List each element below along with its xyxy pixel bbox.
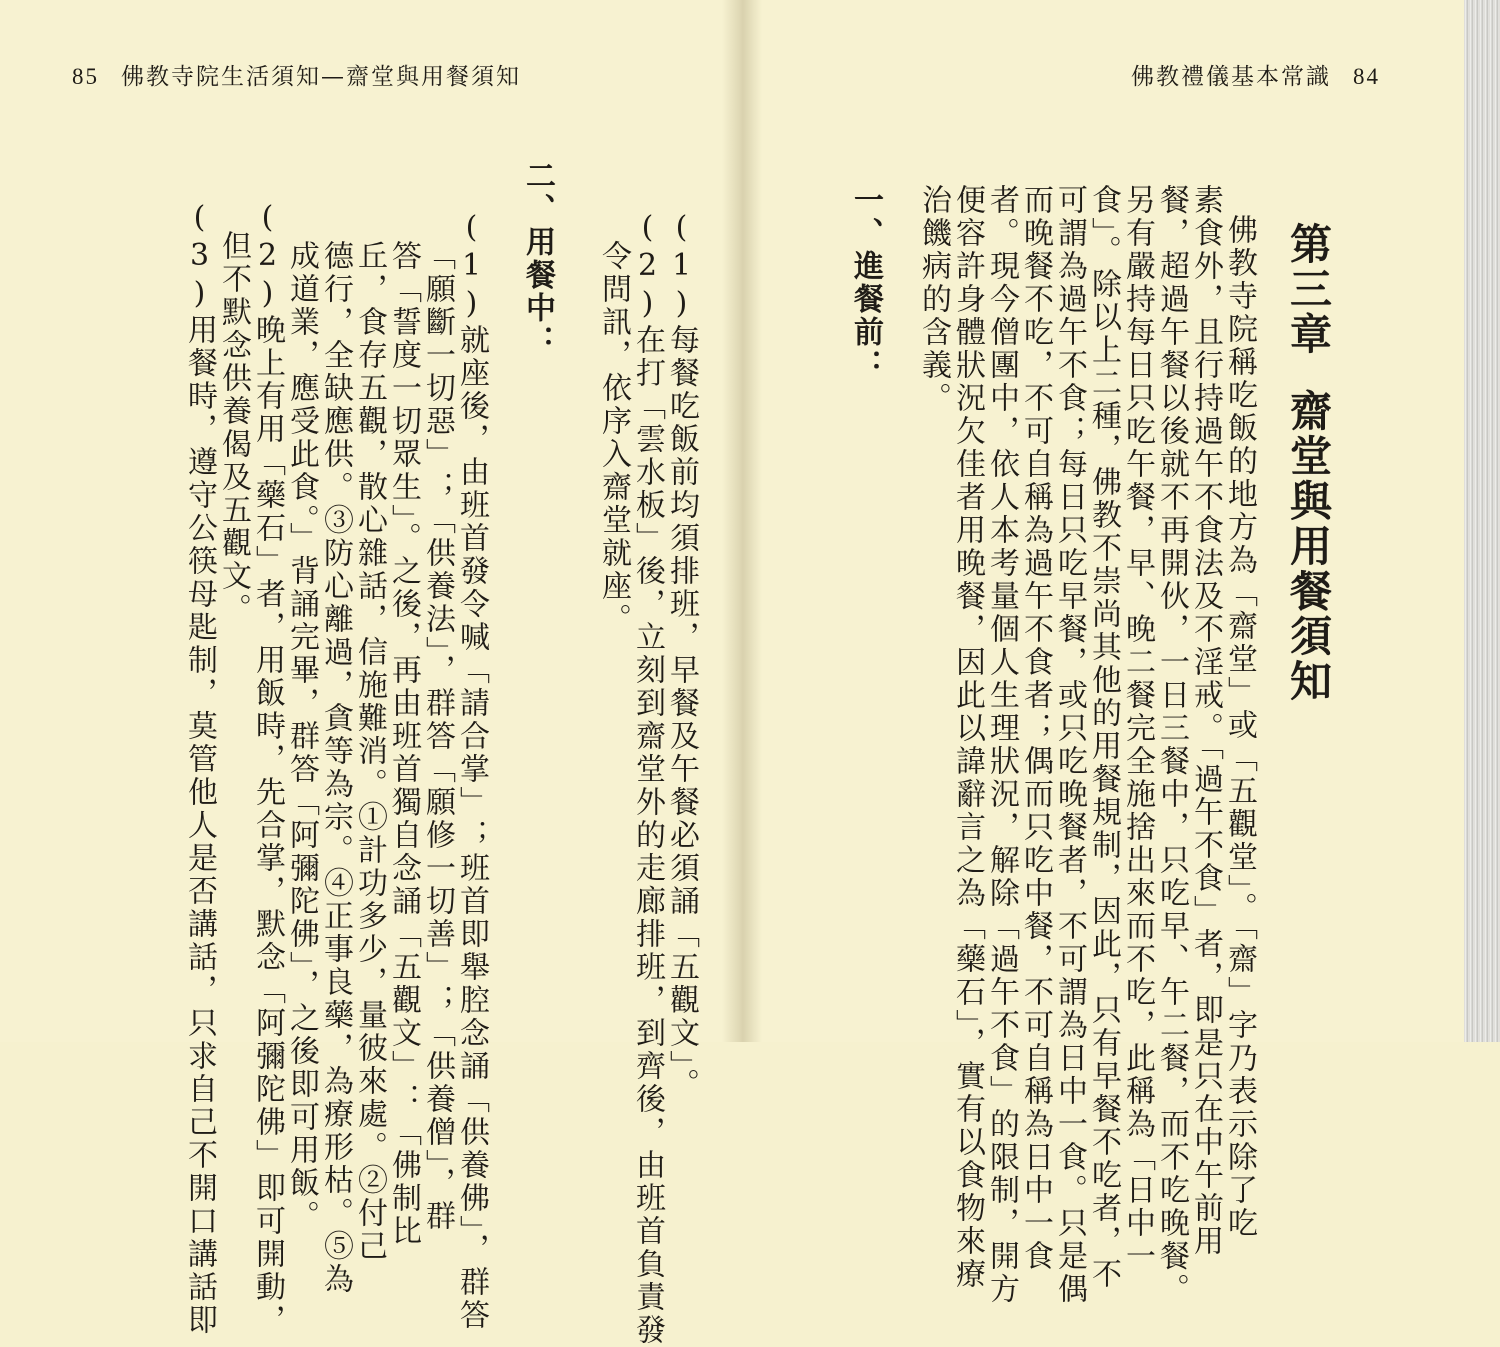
- body-column: 另有嚴持每日只吃午餐，早、晚二餐完全施捨出來而不吃，此稱為「日中一: [1120, 184, 1155, 1273]
- right-running-header: [1131, 58, 1380, 91]
- section-heading-before-meal: 一、進餐前：: [848, 184, 883, 382]
- pre-meal-item-1: (1)每餐吃飯前均須排班，早餐及午餐必須誦「五觀文」。: [664, 210, 699, 1101]
- during-meal-item-1: (1)就座後，由班首發令喊「請合掌」；班首即舉腔念誦「供養佛」，群答: [454, 210, 489, 1332]
- body-column: 可謂為過午不食；每日只吃早餐，或只吃晚餐者，不可謂為日中一食。只是偶: [1052, 184, 1087, 1306]
- during-meal-item-3: (3)用餐時，遵守公筷母匙制，莫管他人是否講話，只求自己不開口講話即: [182, 200, 217, 1337]
- pre-meal-item-2-cont: 令問訊，依序入齋堂就座。: [596, 240, 631, 636]
- left-header-title: 佛教寺院生活須知—齋堂與用餐須知: [121, 64, 521, 90]
- body-column: 餐，超過午餐以後就不再開伙，一日三餐中，只吃早、午二餐，而不吃晚餐。: [1154, 184, 1189, 1306]
- body-column: 佛教寺院稱吃飯的地方為「齋堂」或「五觀堂」。「齋」字乃表示除了吃: [1222, 214, 1257, 1240]
- body-column: 者。現今僧團中，依人本考量個人生理狀況，解除「過午不食」的限制，開方: [984, 184, 1019, 1306]
- during-meal-item-1-cont: 「願斷一切惡」；「供養法」，群答「願修一切善」；「供養僧」，群: [420, 240, 455, 1233]
- chapter-name: 齋堂與用餐須知: [1284, 389, 1333, 704]
- during-meal-item-2: (2)晚上有用「藥石」者，用飯時，先合掌，默念「阿彌陀佛」即可開動，: [250, 200, 285, 1337]
- chapter-label: 第三章: [1284, 222, 1333, 357]
- book-gutter: [722, 0, 762, 1042]
- body-column: 素食外，且行持過午不食法及不淫戒。「過午不食」者，即是只在中午前用: [1188, 184, 1223, 1258]
- body-column: 治饑病的含義。: [916, 184, 951, 415]
- left-page-number: 85: [72, 64, 99, 89]
- right-header-title: 佛教禮儀基本常識: [1131, 64, 1331, 90]
- during-meal-item-1-cont: 丘，食存五觀，散心雜話，信施難消。①計功多少，量彼來處。②付己: [352, 240, 387, 1263]
- section-heading-during-meal: 二、用餐中：: [520, 160, 555, 358]
- body-column: 而晚餐不吃，不可自稱為過午不食者；偶而只吃中餐，不可自稱為日中一食: [1018, 184, 1053, 1273]
- left-running-header: [72, 58, 521, 91]
- during-meal-item-1-cont: 成道業，應受此食。」背誦完畢，群答「阿彌陀佛」，之後即可用飯。: [284, 240, 319, 1233]
- during-meal-item-2-cont: 但不默念供養偈及五觀文。: [216, 230, 251, 626]
- pre-meal-item-2: (2)在打「雲水板」後，立刻到齋堂外的走廊排班，到齊後，由班首負責發: [630, 210, 665, 1347]
- page-edges: [1464, 0, 1500, 1042]
- during-meal-item-1-cont: 答「誓度一切眾生」。之後，再由班首獨自念誦「五觀文」：「佛制比: [386, 240, 421, 1248]
- during-meal-item-1-cont: 德行，全缺應供。③防心離過，貪等為宗。④正事良藥，為療形枯。⑤為: [318, 240, 353, 1296]
- body-column: 食」。除以上二種，佛教不崇尚其他的用餐規制，因此，只有早餐不吃者，不: [1086, 184, 1121, 1291]
- chapter-title: [1284, 222, 1333, 704]
- body-column: 便容許身體狀況欠佳者用晚餐，因此以諱辭言之為「藥石」，實有以食物來療: [950, 184, 985, 1291]
- right-page-number: 84: [1353, 64, 1380, 89]
